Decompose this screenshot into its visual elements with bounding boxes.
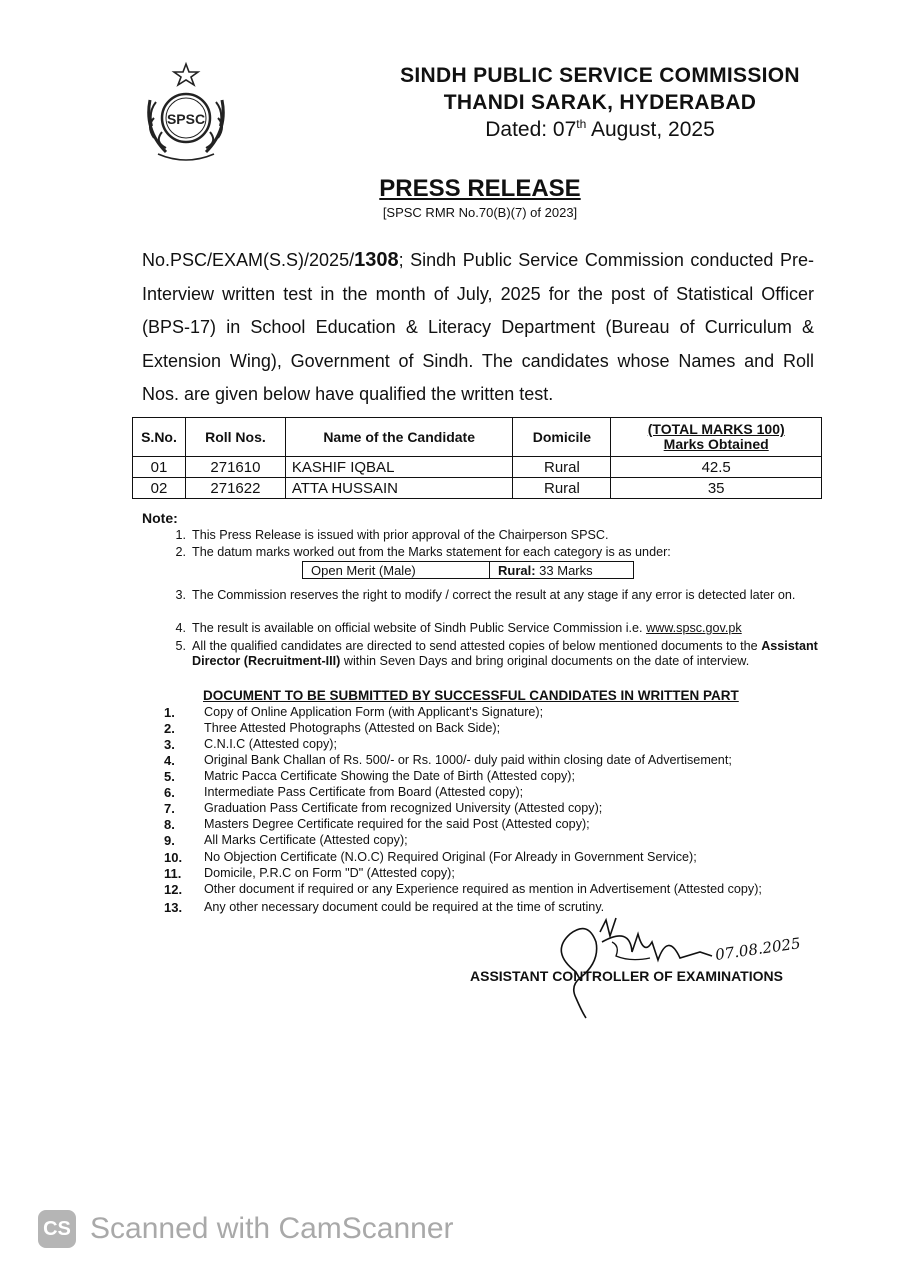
col-roll: Roll Nos.: [185, 418, 285, 457]
list-item: 11. Domicile, P.R.C on Form "D" (Attested copy);: [164, 866, 455, 881]
signatory-title: ASSISTANT CONTROLLER OF EXAMINATIONS: [470, 968, 783, 984]
table-row: 01 271610 KASHIF IQBAL Rural 42.5: [133, 457, 822, 478]
reference-number: [SPSC RMR No.70(B)(7) of 2023]: [382, 205, 578, 220]
list-item: 1. Copy of Online Application Form (with Applicant's Signature);: [164, 705, 544, 720]
table-row: 02 271622 ATTA HUSSAIN Rural 35: [133, 478, 822, 499]
list-item: 9. All Marks Certificate (Attested copy);: [164, 833, 408, 848]
spsc-logo: [136, 60, 236, 170]
results-table: [132, 417, 822, 499]
watermark-text: Scanned with CamScanner: [90, 1212, 454, 1245]
body-paragraph: No.PSC/EXAM(S.S)/2025/1308; Sindh Public Service Commission conducted Pre-Interview written test in the month of July, 2025 for the post of Statistical Officer (BPS-17) in School Education & Literacy Department (Bureau of Curriculum & Extension Wing), Government of Sindh. The candidates whose Names and Roll Nos. are given below have qualified the written test.: [142, 249, 814, 404]
list-item: 5. Matric Pacca Certificate Showing the Date of Birth (Attested copy);: [164, 769, 575, 784]
note-item: 3. The Commission reserves the right to modify / correct the result at any stage if any error is detected later on.: [175, 588, 796, 602]
col-marks: (TOTAL MARKS 100) Marks Obtained: [611, 418, 822, 457]
camscanner-watermark: [38, 1208, 478, 1252]
list-item: 2. Three Attested Photographs (Attested on Back Side);: [164, 721, 501, 736]
note-item: 2. The datum marks worked out from the Marks statement for each category is as under:: [175, 545, 671, 559]
org-address: THANDI SARAK, HYDERABAD: [443, 91, 757, 114]
list-item: 10. No Objection Certificate (N.O.C) Required Original (For Already in Government Service);: [164, 850, 697, 865]
documents-title: DOCUMENT TO BE SUBMITTED BY SUCCESSFUL CANDIDATES IN WRITTEN PART: [203, 688, 739, 703]
list-item: 13. Any other necessary document could be required at the time of scrutiny.: [164, 900, 605, 915]
list-item: 8. Masters Degree Certificate required for the said Post (Attested copy);: [164, 817, 590, 832]
table-header-row: [133, 418, 822, 457]
handwritten-signature: [540, 912, 840, 1022]
list-item: 4. Original Bank Challan of Rs. 500/- or Rs. 1000/- duly paid within closing date of Advertisement;: [164, 753, 732, 768]
note-item: 5. All the qualified candidates are directed to send attested copies of below mentioned documents to the Assistant Director (Recruitment-III) within Seven Days and bring original documents on the date of interview.: [175, 639, 818, 668]
svg-text:SPSC: SPSC: [166, 111, 206, 127]
camscanner-icon: CS: [38, 1210, 76, 1248]
col-name: Name of the Candidate: [285, 418, 513, 457]
list-item: 12. Other document if required or any Experience required as mention in Advertisement (Attested copy);: [164, 882, 762, 897]
notes-title: Note:: [142, 510, 178, 526]
list-item: 7. Graduation Pass Certificate from recognized University (Attested copy);: [164, 801, 603, 816]
list-item: 3. C.N.I.C (Attested copy);: [164, 737, 337, 752]
org-name: SINDH PUBLIC SERVICE COMMISSION: [400, 64, 800, 87]
svg-text:07.08.2025: 07.08.2025: [714, 934, 802, 964]
list-item: 6. Intermediate Pass Certificate from Board (Attested copy);: [164, 785, 524, 800]
datum-marks-box: Open Merit (Male) Rural: 33 Marks: [302, 561, 634, 579]
note-item: 1. This Press Release is issued with prior approval of the Chairperson SPSC.: [175, 528, 609, 542]
website-link[interactable]: www.spsc.gov.pk: [646, 621, 742, 635]
note-item: 4. The result is available on official website of Sindh Public Service Commission i.e. www.spsc.gov.pk: [175, 621, 742, 635]
col-domicile: Domicile: [513, 418, 611, 457]
release-date: Dated: 07th August, 2025: [485, 117, 715, 141]
document-title: PRESS RELEASE: [379, 175, 581, 202]
col-sno: S.No.: [133, 418, 186, 457]
